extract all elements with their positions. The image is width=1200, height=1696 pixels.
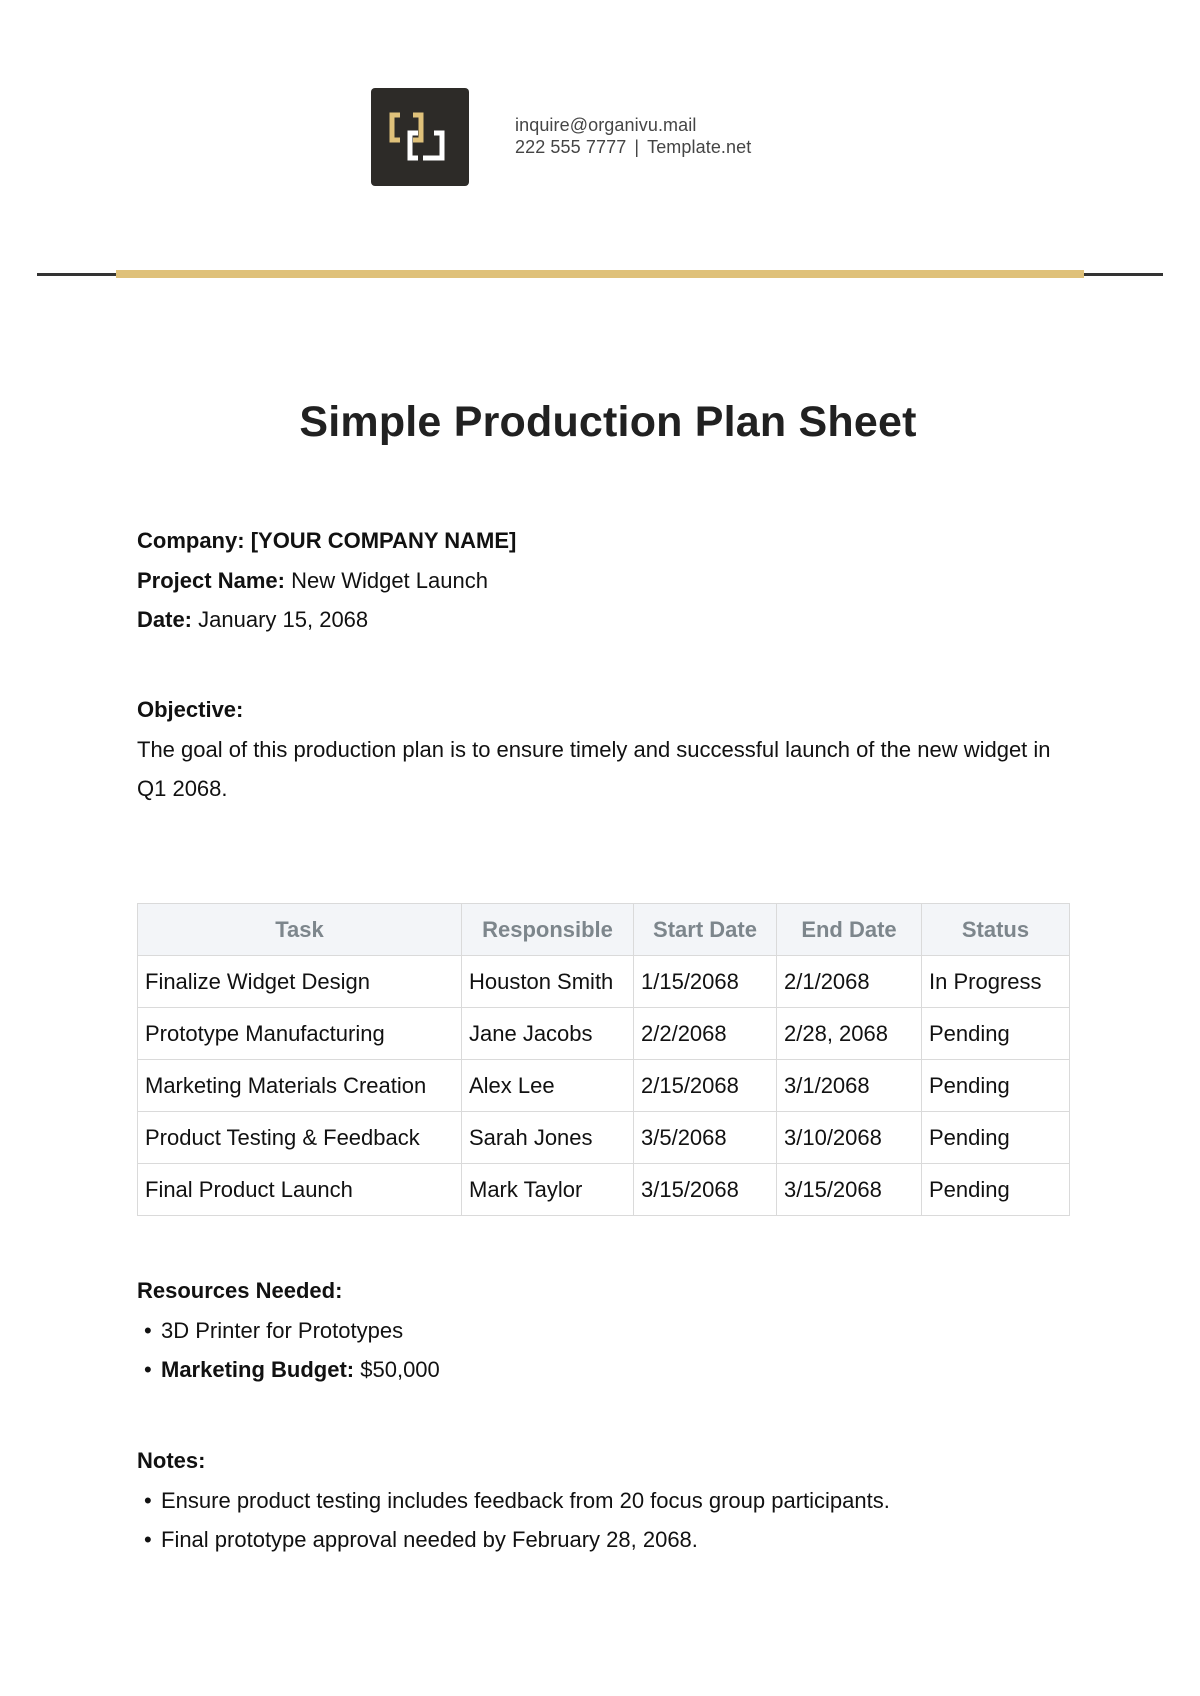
contact-phone: 222 555 7777 (515, 137, 627, 157)
project-value: New Widget Launch (291, 567, 488, 593)
start-date-cell: 3/15/2068 (634, 1164, 777, 1216)
brackets-logo-icon (371, 88, 469, 186)
production-plan-table (137, 903, 1070, 1216)
responsible-cell: Houston Smith (462, 956, 634, 1008)
column-header-status: Status (922, 904, 1070, 956)
notes-list (137, 1481, 890, 1560)
task-cell: Finalize Widget Design (138, 956, 462, 1008)
resources-section (137, 1271, 440, 1390)
project-line (137, 561, 516, 601)
date-line (137, 600, 516, 640)
page-title: Simple Production Plan Sheet (299, 398, 917, 446)
company-line (137, 521, 516, 561)
start-date-cell: 1/15/2068 (634, 956, 777, 1008)
notes-section (137, 1441, 890, 1560)
contact-info (515, 114, 751, 158)
task-cell: Final Product Launch (138, 1164, 462, 1216)
resources-list (137, 1311, 440, 1390)
task-cell: Product Testing & Feedback (138, 1112, 462, 1164)
end-date-cell: 3/10/2068 (777, 1112, 922, 1164)
status-cell: Pending (922, 1008, 1070, 1060)
responsible-cell: Sarah Jones (462, 1112, 634, 1164)
start-date-cell: 3/5/2068 (634, 1112, 777, 1164)
end-date-cell: 2/1/2068 (777, 956, 922, 1008)
list-item: • Ensure product testing includes feedback from 20 focus group participants. (137, 1481, 890, 1521)
resource-text: 3D Printer for Prototypes (161, 1317, 404, 1343)
column-header-responsible: Responsible (462, 904, 634, 956)
task-cell: Marketing Materials Creation (138, 1060, 462, 1112)
contact-email[interactable]: inquire@organivu.mail (515, 115, 697, 135)
table-row (138, 1164, 1070, 1216)
end-date-cell: 3/1/2068 (777, 1060, 922, 1112)
column-header-start-date: Start Date (634, 904, 777, 956)
table-row (138, 956, 1070, 1008)
project-label: Project Name: (137, 567, 285, 593)
contact-separator: | (634, 137, 640, 157)
responsible-cell: Mark Taylor (462, 1164, 634, 1216)
table-row (138, 1060, 1070, 1112)
resource-text: $50,000 (360, 1357, 440, 1382)
status-cell: Pending (922, 1060, 1070, 1112)
company-label: Company: (137, 528, 245, 553)
column-header-end-date: End Date (777, 904, 922, 956)
objective-text: The goal of this production plan is to ensure timely and successful launch of the new widget in Q1 2068. (137, 736, 1051, 801)
end-date-cell: 3/15/2068 (777, 1164, 922, 1216)
company-value: [YOUR COMPANY NAME] (250, 528, 517, 553)
column-header-task: Task (138, 904, 462, 956)
table-row (138, 1112, 1070, 1164)
resource-label: Marketing Budget: (161, 1357, 355, 1382)
table-row (138, 1008, 1070, 1060)
contact-website[interactable]: Template.net (647, 137, 752, 157)
task-cell: Prototype Manufacturing (138, 1008, 462, 1060)
resources-heading: Resources Needed: (137, 1278, 343, 1303)
objective-section (137, 690, 1077, 809)
document-meta (137, 521, 516, 640)
status-cell: Pending (922, 1112, 1070, 1164)
start-date-cell: 2/2/2068 (634, 1008, 777, 1060)
end-date-cell: 2/28, 2068 (777, 1008, 922, 1060)
responsible-cell: Alex Lee (462, 1060, 634, 1112)
start-date-cell: 2/15/2068 (634, 1060, 777, 1112)
header-divider-gold (116, 270, 1084, 278)
status-cell: In Progress (922, 956, 1070, 1008)
list-item: • Final prototype approval needed by February 28, 2068. (137, 1520, 890, 1560)
company-logo (371, 88, 469, 186)
date-value: January 15, 2068 (198, 607, 369, 632)
table-header-row (138, 904, 1070, 956)
notes-heading: Notes: (137, 1448, 206, 1473)
responsible-cell: Jane Jacobs (462, 1008, 634, 1060)
objective-heading: Objective: (137, 697, 244, 722)
date-label: Date: (137, 607, 193, 632)
list-item (137, 1311, 440, 1351)
list-item (137, 1350, 440, 1390)
status-cell: Pending (922, 1164, 1070, 1216)
